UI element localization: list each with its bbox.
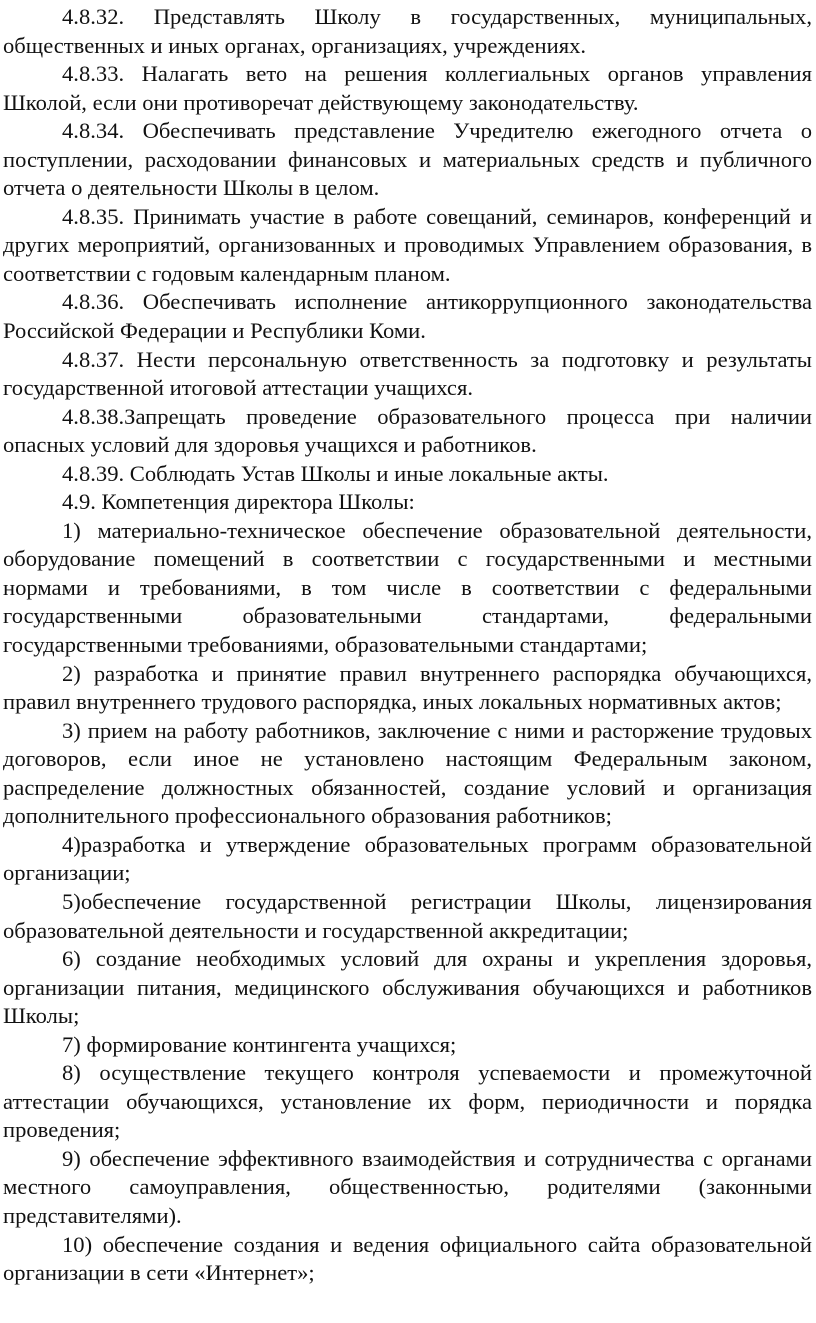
paragraph-4-8-34: 4.8.34. Обеспечивать представление Учредителю ежегодного отчета о поступлении, расходовании финансовых и материальных средств и публичного отчета о деятельности Школы в целом.: [3, 118, 812, 201]
list-item-1: 1) материально-техническое обеспечение образовательной деятельности, оборудование помещений в соответствии с государственными и местными нормами и требованиями, в том числе в соответствии с федеральными государственными образовательными стандартами, федеральными государственными требованиями, образовательными стандартами;: [3, 517, 812, 658]
paragraph-4-8-38: 4.8.38.Запрещать проведение образовательного процесса при наличии опасных условий для здоровья учащихся и работников.: [3, 403, 812, 458]
paragraph-4-8-33: 4.8.33. Налагать вето на решения коллегиальных органов управления Школой, если они противоречат действующему законодательству.: [3, 61, 812, 115]
list-item-5: 5)обеспечение государственной регистрации Школы, лицензирования образовательной деятельности и государственной аккредитации;: [3, 888, 812, 943]
section-heading-4-9: 4.9. Компетенция директора Школы:: [62, 489, 415, 515]
list-item-3: 3) прием на работу работников, заключение с ними и расторжение трудовых договоров, если иное не установлено настоящим Федеральным законом, распределение должностных обязанностей, создание условий и организация дополнительного профессионального образования работников;: [3, 717, 812, 829]
list-item-10: 10) обеспечение создания и ведения официального сайта образовательной организации в сети «Интернет»;: [3, 1231, 812, 1286]
list-item-4: 4)разработка и утверждение образовательных программ образовательной организации;: [3, 831, 812, 886]
list-item-8: 8) осуществление текущего контроля успеваемости и промежуточной аттестации обучающихся, установление их форм, периодичности и порядка проведения;: [3, 1060, 812, 1143]
paragraph-4-8-36: 4.8.36. Обеспечивать исполнение антикоррупционного законодательства Российской Федерации и Республики Коми.: [3, 289, 812, 344]
paragraph-4-8-35: 4.8.35. Принимать участие в работе совещаний, семинаров, конференций и других мероприятий, организованных и проводимых Управлением образования, в соответствии с годовым календарным планом.: [3, 203, 812, 286]
list-item-9: 9) обеспечение эффективного взаимодействия и сотрудничества с органами местного самоуправления, общественностью, родителями (законными представителями).: [3, 1145, 812, 1228]
paragraph-4-8-39: 4.8.39. Соблюдать Устав Школы и иные локальные акты.: [62, 460, 609, 486]
paragraph-4-8-37: 4.8.37. Нести персональную ответственность за подготовку и результаты государственной итоговой аттестации учащихся.: [3, 346, 812, 401]
list-item-2: 2) разработка и принятие правил внутреннего распорядка обучающихся, правил внутреннего трудового распорядка, иных локальных нормативных актов;: [3, 660, 812, 715]
list-item-7: 7) формирование контингента учащихся;: [62, 1031, 457, 1057]
list-item-6: 6) создание необходимых условий для охраны и укрепления здоровья, организации питания, медицинского обслуживания обучающихся и работников Школы;: [3, 946, 812, 1029]
paragraph-4-8-32: 4.8.32. Представлять Школу в государственных, муниципальных, общественных и иных органах, организациях, учреждениях.: [3, 4, 812, 58]
